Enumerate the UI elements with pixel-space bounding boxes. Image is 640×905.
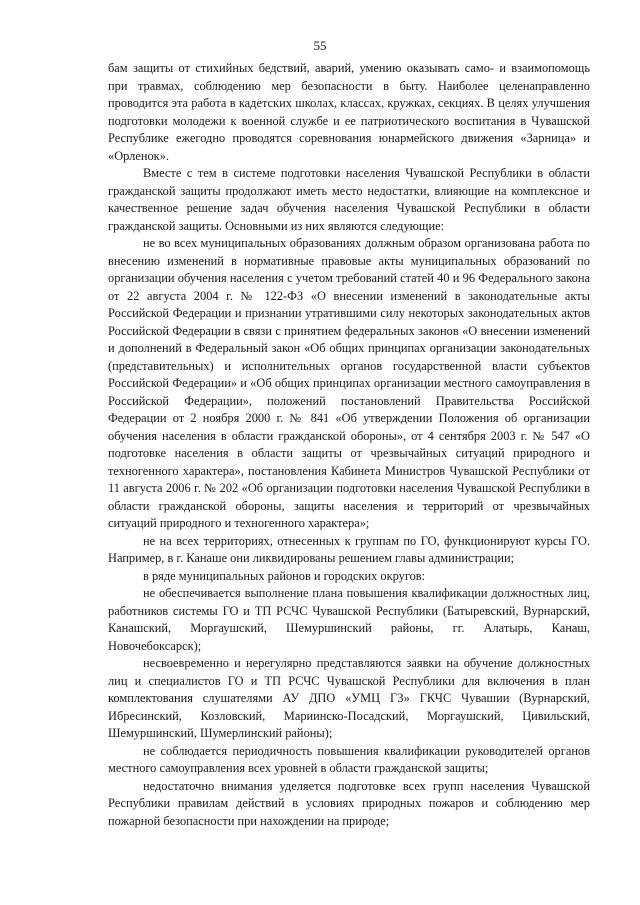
paragraph-qualification-periodicity: не соблюдается периодичность повышения квалификации руководителей органов местного самоуправления всех уровней в области гражданской защиты; bbox=[108, 743, 590, 775]
paragraph-districts-intro: в ряде муниципальных районов и городских округов: bbox=[143, 568, 426, 583]
paragraph-shortcomings-intro: Вместе с тем в системе подготовки населения Чувашской Республики в области гражданской защиты продолжают иметь место недостатки, влияющие на комплексное и качественное решение задач обучения населения Чувашской Республики в области гражданской защиты. Основными из них являются следующие: bbox=[108, 166, 590, 233]
paragraph-go-courses: не на всех территориях, отнесенных к группам по ГО, функционируют курсы ГО. Например, в г. Канаше они ликвидированы решением главы администрации; bbox=[108, 533, 590, 565]
paragraph-fire-safety: недостаточно внимания уделяется подготовке всех групп населения Чувашской Республики правилам действий в условиях природных пожаров и соблюдению мер пожарной безопасности при нахождении на природе; bbox=[108, 778, 590, 828]
document-body bbox=[108, 60, 590, 830]
paragraph-normative-acts: не во всех муниципальных образованиях должным образом организована работа по внесению изменений в нормативные правовые акты муниципальных образований по организации обучения населения с учетом требований статей 40 и 96 Федерального закона от 22 августа 2004 г. № 122-ФЗ «О внесении изменений в законодательные акты Российской Федерации и признании утратившими силу некоторых законодательных актов Российской Федерации в связи с принятием федеральных законов «О внесении изменений и дополнений в Федеральный закон «Об общих принципах организации законодательных (представительных) и исполнительных органов государственной власти субъектов Российской Федерации» и «Об общих принципах организации местного самоуправления в Российской Федерации», положений постановлений Правительства Российской Федерации от 2 ноября 2000 г. № 841 «Об утверждении Положения об организации обучения населения в области гражданской обороны», от 4 сентября 2003 г. № 547 «О подготовке населения в области защиты от чрезвычайных ситуаций природного и техногенного характера», постановления Кабинета Министров Чувашской Республики от 11 августа 2006 г. № 202 «Об организации подготовки населения Чувашской Республики в области гражданской обороны, защиты населения и территорий от чрезвычайных ситуаций природного и техногенного характера»; bbox=[108, 236, 590, 530]
page-number: 55 bbox=[313, 38, 327, 53]
paragraph-training-plan: не обеспечивается выполнение плана повышения квалификации должностных лиц, работников системы ГО и ТП РСЧС Чувашской Республики (Батыревский, Вурнарский, Канашский, Моргаушский, Шемуршинский районы, гг. Алатырь, Канаш, Новочебоксарск); bbox=[108, 586, 590, 653]
paragraph-applications: несвоевременно и нерегулярно представляются заявки на обучение должностных лиц и специалистов ГО и ТП РСЧС Чувашской Республики для включения в план комплектования слушателями АУ ДПО «УМЦ ГЗ» ГКЧС Чувашии (Вурнарский, Ибресинский, Козловский, Мариинско-Посадский, Моргаушский, Цивильский, Шемуршинский, Шумерлинский районы); bbox=[108, 656, 590, 740]
paragraph-continuation: бам защиты от стихийных бедствий, аварий, умению оказывать само- и взаимопомощь при травмах, соблюдению мер безопасности в быту. Наиболее целенаправленно проводится эта работа в кадетских школах, классах, кружках, секциях. В целях улучшения подготовки молодежи к военной службе и ее патриотического воспитания в Чувашской Республике ежегодно проводятся соревнования юнармейского движения «Зарница» и «Орленок». bbox=[108, 61, 590, 163]
